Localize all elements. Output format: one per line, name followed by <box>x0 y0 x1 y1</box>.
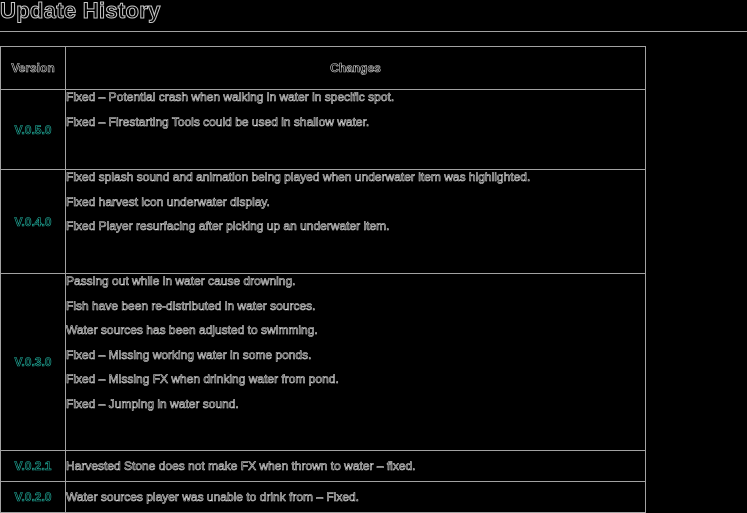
change-item: Fixed – Jumping in water sound. <box>66 396 239 411</box>
change-item: Passing out while in water cause drowning. <box>66 274 296 288</box>
change-item: Fixed – Missing FX when drinking water from pond. <box>66 372 339 386</box>
change-item: Fixed splash sound and animation being played when underwater item was highlighted. <box>66 170 531 184</box>
table-row <box>1 451 646 482</box>
change-item: Fish have been re-distributed in water sources. <box>66 298 316 313</box>
version-cell: V.0.2.0 <box>1 482 66 513</box>
table-row <box>1 170 646 274</box>
table-row <box>1 482 646 513</box>
change-item: Water sources has been adjusted to swimming. <box>66 323 318 337</box>
version-cell: V.0.2.1 <box>1 451 66 482</box>
changes-cell <box>66 451 646 482</box>
change-item: Fixed harvest icon underwater display. <box>66 194 270 209</box>
table-row <box>1 90 646 170</box>
change-item: Fixed Player resurfacing after picking up an underwater item. <box>66 219 390 233</box>
title-divider <box>0 31 747 32</box>
update-history-table <box>0 46 646 513</box>
version-cell: V.0.5.0 <box>1 90 66 170</box>
table-header-row <box>1 47 646 90</box>
page-title: Update History <box>0 0 161 23</box>
version-cell: V.0.4.0 <box>1 170 66 274</box>
change-item: Water sources player was unable to drink from – Fixed. <box>66 490 360 504</box>
changes-column-header: Changes <box>66 47 646 90</box>
changes-cell <box>66 274 646 451</box>
table-row <box>1 274 646 451</box>
version-column-header: Version <box>1 47 66 90</box>
change-item: Fixed – Missing working water in some ponds. <box>66 347 312 362</box>
changes-cell <box>66 482 646 513</box>
change-item: Fixed – Firestarting Tools could be used in shallow water. <box>66 114 370 129</box>
version-cell: V.0.3.0 <box>1 274 66 451</box>
change-item: Harvested Stone does not make FX when thrown to water – fixed. <box>66 459 416 473</box>
changes-cell <box>66 90 646 170</box>
changes-cell <box>66 170 646 274</box>
change-item: Fixed – Potential crash when walking in water in specific spot. <box>66 90 395 104</box>
